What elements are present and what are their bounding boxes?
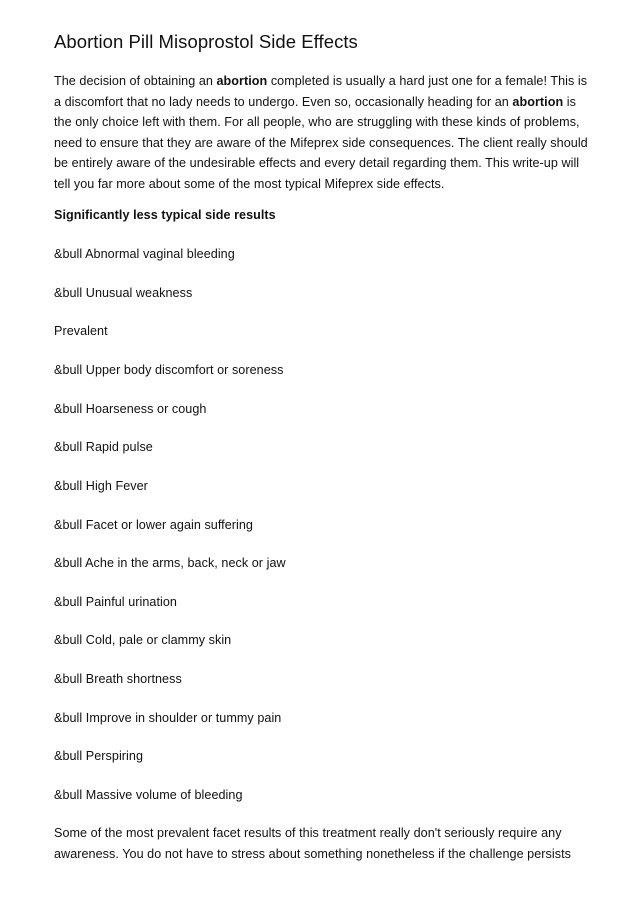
list-item: &bull Massive volume of bleeding [54, 788, 243, 802]
list-item: &bull Painful urination [54, 595, 177, 609]
list-item: &bull Ache in the arms, back, neck or jaw [54, 556, 286, 570]
intro-text-1: The decision of obtaining an [54, 74, 217, 88]
list-item: &bull High Fever [54, 479, 148, 493]
list-item: &bull Improve in shoulder or tummy pain [54, 711, 282, 725]
list-item: &bull Hoarseness or cough [54, 402, 207, 416]
section-subheading: Significantly less typical side results [54, 208, 276, 222]
intro-bold-abortion-2: abortion [512, 94, 564, 109]
list-item: &bull Facet or lower again suffering [54, 518, 253, 532]
list-item: &bull Cold, pale or clammy skin [54, 633, 232, 647]
intro-paragraph [54, 71, 594, 194]
list-item: &bull Abnormal vaginal bleeding [54, 247, 235, 261]
intro-bold-abortion-1: abortion [216, 74, 268, 88]
prevalent-label: Prevalent [54, 324, 108, 338]
intro-text-3: is the only choice left with them. For all people, who are struggling with these kinds of problems, need to ensure that they are aware of the Mifeprex side consequences. The client really should be entirely aware of the undesirable effects and every detail regarding them. This write-up will tell you far more about some of the most typical Mifeprex side effects. [54, 94, 588, 191]
list-item: &bull Breath shortness [54, 672, 182, 686]
list-item: &bull Unusual weakness [54, 286, 193, 300]
intro-text-2: completed is usually a hard just one for a female! This is a discomfort that no lady needs to undergo. Even so, occasionally heading for an [54, 74, 588, 109]
list-item: &bull Upper body discomfort or soreness [54, 363, 284, 377]
closing-paragraph: Some of the most prevalent facet results of this treatment really don't seriously require any awareness. You do not have to stress about something nonetheless if the challenge persists [54, 826, 571, 861]
list-item: &bull Perspiring [54, 749, 143, 763]
document-title: Abortion Pill Misoprostol Side Effects [54, 31, 358, 52]
list-item: &bull Rapid pulse [54, 440, 153, 454]
